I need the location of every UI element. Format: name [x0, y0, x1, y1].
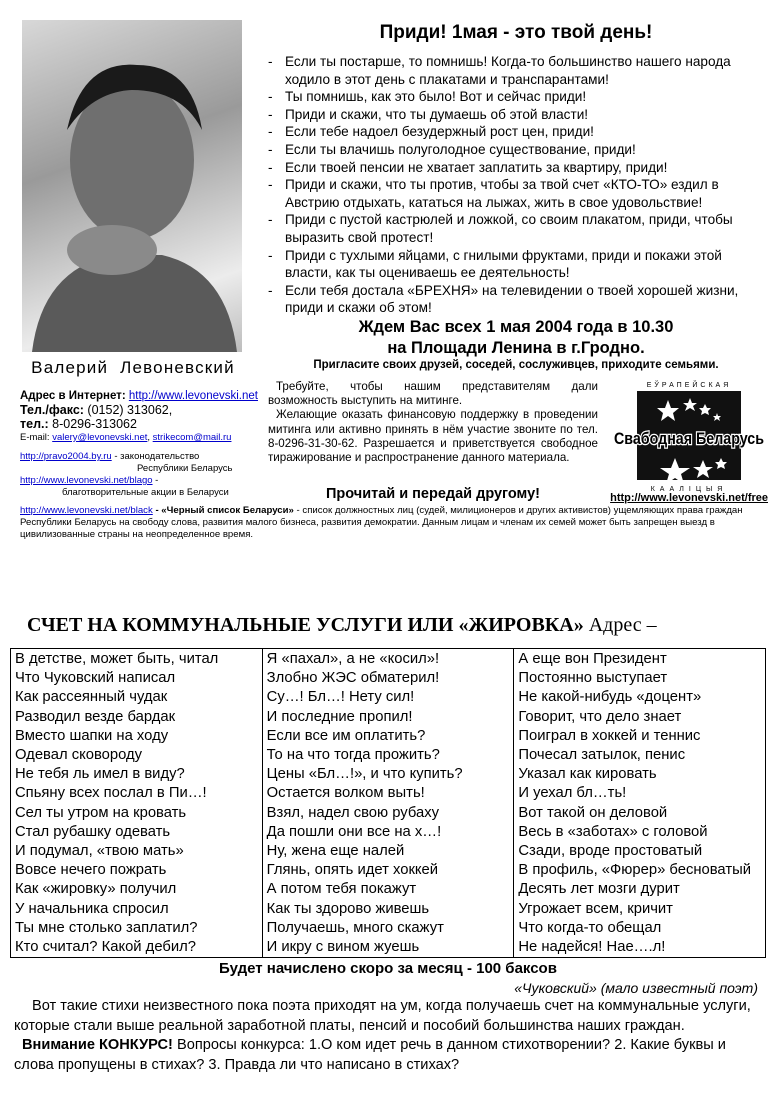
bill-heading-text: СЧЕТ НА КОММУНАЛЬНЫЕ УСЛУГИ ИЛИ «ЖИРОВКА» [27, 614, 584, 636]
blacklist-text [20, 505, 770, 541]
bill-heading [27, 614, 777, 637]
poem-line: И уехал бл…ть! [518, 785, 627, 802]
footer-text [14, 997, 764, 1075]
list-item: - Приди и скажи, что ты против, чтобы за твой счет «КТО-ТО» ездил в Австрию отдыхать, кататься на лыжах, жить в свое удовольствие! [265, 176, 765, 211]
tel-label: тел.: [20, 417, 49, 431]
poem-line: В детстве, может быть, читал [15, 651, 219, 667]
poem-line: Получаешь, много скажут [266, 919, 444, 936]
portrait-photo [22, 20, 242, 352]
event-date: Ждем Вас всех 1 мая 2004 года в 10.30 [358, 318, 674, 336]
appeal-list [265, 53, 765, 317]
poem-line: Сзади, вроде простоватый [518, 843, 703, 860]
poem-line: Поиграл в хоккей и теннис [518, 727, 701, 744]
list-item: - Если тебя достала «БРЕХНЯ» на телевидении о твоей хорошей жизни, приди и скажи об этом! [265, 282, 765, 317]
poem-line: Десять лет мозги дурит [518, 881, 680, 898]
web-label: Адрес в Интернет: [20, 390, 126, 402]
poem-line: Что Чуковский написал [15, 670, 176, 687]
middle-text [268, 380, 598, 465]
poem-line: А еще вон Президент [518, 651, 667, 667]
tel-number: 8-0296-313062 [48, 417, 137, 431]
poem-line: Говорит, что дело знает [518, 708, 682, 725]
poem-line: Вместо шапки на ходу [15, 727, 169, 744]
blago-link[interactable]: http://www.levonevski.net/blago [20, 475, 153, 486]
contacts-block [20, 389, 270, 500]
poem-line: Вовсе нечего пожрать [15, 862, 167, 879]
poem-line: Цены «Бл…!», и что купить? [266, 766, 463, 783]
poem-line: Су…! Бл…! Нету сил! [266, 689, 415, 706]
logo-main-text: Свабодная Беларусь [614, 429, 764, 448]
poem-line: Не тебя ль имел в виду? [15, 766, 185, 783]
poem-author: «Чуковский» (мало известный поэт) [514, 980, 758, 996]
list-item: - Приди с тухлыми яйцами, с гнилыми фруктами, приди и покажи этой власти, как ты оцениваешь ее деятельность! [265, 247, 765, 282]
paragraph: Желающие оказать финансовую поддержку в проведении митинга или активно принять в нём участие звоните по тел. 8-0296-31-30-62. Разрешается и приветствуется свободное тиражирование и распространение данного материала. [268, 408, 598, 465]
contest-label: Внимание КОНКУРС! [22, 1037, 173, 1053]
poem-line: В профиль, «Фюрер» бесноватый [518, 862, 752, 879]
poem-line: Постоянно выступает [518, 670, 668, 687]
paragraph: Требуйте, чтобы нашим представителям дали возможность выступить на митинге. [268, 380, 598, 408]
person-name: Валерий Левоневский [31, 358, 235, 377]
free-link[interactable]: http://www.levonevski.net/free [610, 492, 768, 504]
dash: - [152, 475, 159, 486]
poem-line: Не какой-нибудь «доцент» [518, 689, 702, 706]
event-place: на Площади Ленина в г.Гродно. [387, 339, 645, 357]
blacklist-desc: - список должностных лиц (судей, милиционеров и других активистов) ущемляющих права граждан Республики Беларусь на свободу слова, развития малого бизнеса, развития демократии. Данным лицам и членам их семей может быть запрещен выезд в цивилизованные страны на неопределенное время. [20, 505, 743, 540]
poem-column-3 [513, 649, 765, 957]
poem-line: Спьяну всех послал в Пи…! [15, 785, 207, 802]
poem-line: Не надейся! Нае….л! [518, 939, 666, 956]
email-link-1[interactable]: valery@levonevski.net [52, 432, 148, 443]
blago-desc: благотворительные акции в Беларуси [62, 487, 229, 498]
poem-line: И последние пропил! [266, 708, 413, 725]
poem-column-2 [262, 649, 514, 957]
email-label: E-mail: [20, 432, 53, 443]
list-item: - Если ты постарше, то помнишь! Когда-то большинство нашего народа ходило в этот день с плакатами и транспарантами! [265, 53, 765, 88]
address-label: Адрес – [583, 614, 657, 636]
poem-line: Одевал сковороду [15, 747, 143, 764]
poem-line: Если все им оплатить? [266, 727, 426, 744]
poem-line: Как рассеянный чудак [15, 689, 168, 706]
poem-line: Стал рубашку одевать [15, 823, 171, 840]
coalition-logo [613, 378, 765, 494]
poem-line: Что когда-то обещал [518, 919, 662, 936]
poem-line: Кто считал? Какой дебил? [15, 939, 196, 956]
poem-line: Вот такой он деловой [518, 804, 668, 821]
contest-questions: Вопросы конкурса: 1.О ком идет речь в данном стихотворении? 2. Какие буквы и слова пропущены в стихах? 3. Правда ли что написано в стихах? [14, 1037, 726, 1073]
logo-bottom-text: КААЛІЦЫЯ [650, 486, 728, 493]
page-title: Приди! 1мая - это твой день! [379, 22, 653, 43]
fax-number: (0152) 313062, [83, 403, 173, 417]
list-item: - Приди с пустой кастрюлей и ложкой, со своим плакатом, приди, чтобы выразить свой протест! [265, 211, 765, 246]
poem-line: Ну, жена еще налей [266, 843, 405, 860]
poem-line: Как «жировку» получил [15, 881, 177, 898]
portrait-silhouette [22, 20, 242, 352]
poem-line: Остается волком выть! [266, 785, 425, 802]
poem-line: Разводил везде бардак [15, 708, 176, 725]
poem-line: Глянь, опять идет хоккей [266, 862, 439, 879]
poem-line: Взял, надел свою рубаху [266, 804, 440, 821]
poem-line: Да пошли они все на х…! [266, 823, 442, 840]
poem-line: Я «пахал», а не «косил»! [266, 651, 440, 667]
list-item: - Ты помнишь, как это было! Вот и сейчас приди! [265, 88, 765, 106]
list-item: - Если ты влачишь полуголодное существование, приди! [265, 141, 765, 159]
poem-line: Сел ты утром на кровать [15, 804, 187, 821]
pravo-link[interactable]: http://pravo2004.by.ru [20, 451, 112, 462]
poem-line: Весь в «заботах» с головой [518, 823, 708, 840]
poem-column-1 [11, 649, 262, 957]
list-item: - Приди и скажи, что ты думаешь об этой власти! [265, 106, 765, 124]
list-item: - Если твоей пенсии не хватает заплатить за квартиру, приди! [265, 159, 765, 177]
poem-line: У начальника спросил [15, 900, 169, 917]
bill-total: Будет начислено скоро за месяц - 100 баксов [219, 960, 557, 977]
poem-line: И подумал, «твою мать» [15, 843, 184, 860]
list-item: - Если тебе надоел безудержный рост цен, приди! [265, 123, 765, 141]
poem-line: И икру с вином жуешь [266, 939, 420, 956]
poem-line: Ты мне столько заплатил? [15, 919, 198, 936]
logo-top-text: ЕЎРАПЕЙСКАЯ [646, 382, 732, 389]
logo-graphic [613, 378, 765, 494]
blacklist-link[interactable]: http://www.levonevski.net/black [20, 505, 153, 516]
poem-line: Злобно ЖЭС обматерил! [266, 670, 440, 687]
fax-label: Тел./факс: [20, 403, 84, 417]
poem-line: Угрожает всем, кричит [518, 900, 673, 917]
event-invite: Пригласите своих друзей, соседей, сослуживцев, приходите семьями. [313, 359, 719, 371]
poem-line: Указал как кировать [518, 766, 657, 783]
separator: , [147, 432, 153, 443]
email-link-2[interactable]: strikecom@mail.ru [152, 432, 232, 443]
pravo-desc: - законодательство [111, 451, 200, 462]
pass-on-slogan: Прочитай и передай другому! [326, 486, 540, 502]
poem-line: А потом тебя покажут [266, 881, 417, 898]
poem-line: Почесал затылок, пенис [518, 747, 686, 764]
pravo-desc-2: Республики Беларусь [137, 463, 233, 474]
blacklist-title: - «Черный список Беларуси» [152, 505, 294, 516]
poem-line: Как ты здорово живешь [266, 900, 430, 917]
website-link[interactable]: http://www.levonevski.net [128, 390, 258, 402]
poem-line: То на что тогда прожить? [266, 747, 440, 764]
poem-table [10, 648, 766, 958]
story-paragraph: Вот такие стихи неизвестного пока поэта приходят на ум, когда получаешь счет на коммунальные услуги, которые стали выше реальной заработной платы, пенсий и пособий большинства наших граждан. [14, 998, 751, 1034]
